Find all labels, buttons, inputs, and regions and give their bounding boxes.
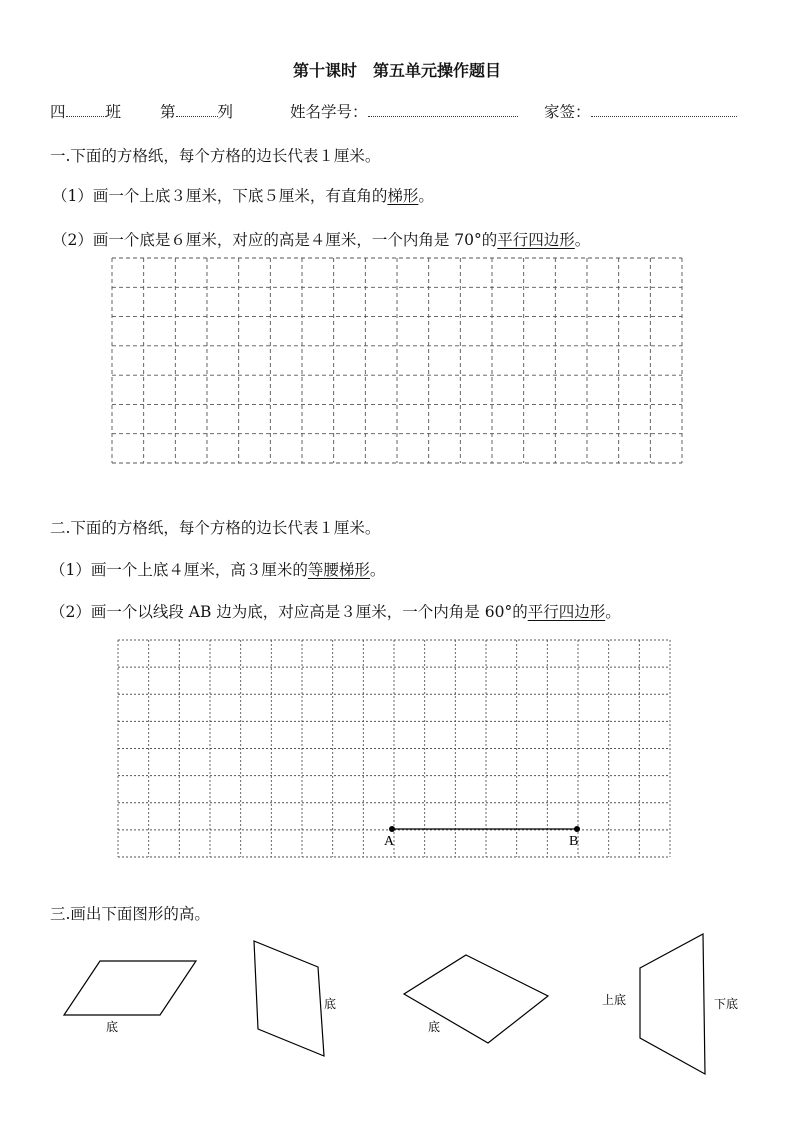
page-title: 第十课时 第五单元操作题目 [292,61,501,80]
shape1-base-label: 底 [106,1020,119,1034]
section2-q2-text: （2）画一个以线段 AB 边为底，对应高是３厘米，一个内角是 60°的 [50,603,528,621]
section2-q1-end: 。 [369,561,386,579]
point-b-label: B [569,834,579,849]
class-prefix: 四 [50,103,66,121]
point-a-label: A [384,834,395,849]
section2-q1-emphasis: 等腰梯形 [307,561,370,579]
section2-q2-end: 。 [605,603,621,621]
grid-paper-2[interactable] [118,640,670,857]
parallelogram-shape-2[interactable] [254,941,324,1056]
shape2-base-label: 底 [324,997,337,1011]
row-suffix: 列 [217,103,234,121]
shape4-bottom-label: 下底 [714,997,739,1011]
shape3-base-label: 底 [428,1020,441,1034]
section1-q1-emphasis: 梯形 [387,187,419,205]
class-suffix: 班 [105,103,122,121]
sign-label: 家签： [544,103,591,121]
section1-q1-text: （1）画一个上底３厘米，下底５厘米，有直角的 [52,187,388,205]
row-prefix: 第 [160,103,176,121]
grid-paper-1[interactable] [112,258,682,463]
trapezoid-shape-4[interactable] [640,934,705,1074]
section1-q2-text: （2）画一个底是６厘米，对应的高是４厘米，一个内角是 70°的 [52,231,498,249]
rhombus-shape-3[interactable] [404,955,548,1043]
parallelogram-shape-1[interactable] [64,961,196,1015]
point-b-dot [574,826,580,832]
section2-q2-emphasis: 平行四边形 [527,603,606,621]
section3-heading: 三.画出下面图形的高。 [50,905,210,923]
section1-q2-emphasis: 平行四边形 [497,231,575,249]
section1-heading: 一.下面的方格纸，每个方格的边长代表１厘米。 [50,147,381,165]
name-label: 姓名学号： [290,103,368,121]
point-a-dot [389,826,395,832]
section2-q1-text: （1）画一个上底４厘米，高３厘米的 [50,561,308,579]
section1-q2-end: 。 [574,231,591,249]
shape4-top-label: 上底 [602,993,627,1007]
section2-heading: 二.下面的方格纸，每个方格的边长代表１厘米。 [50,519,381,537]
section1-q1-end: 。 [418,187,434,205]
